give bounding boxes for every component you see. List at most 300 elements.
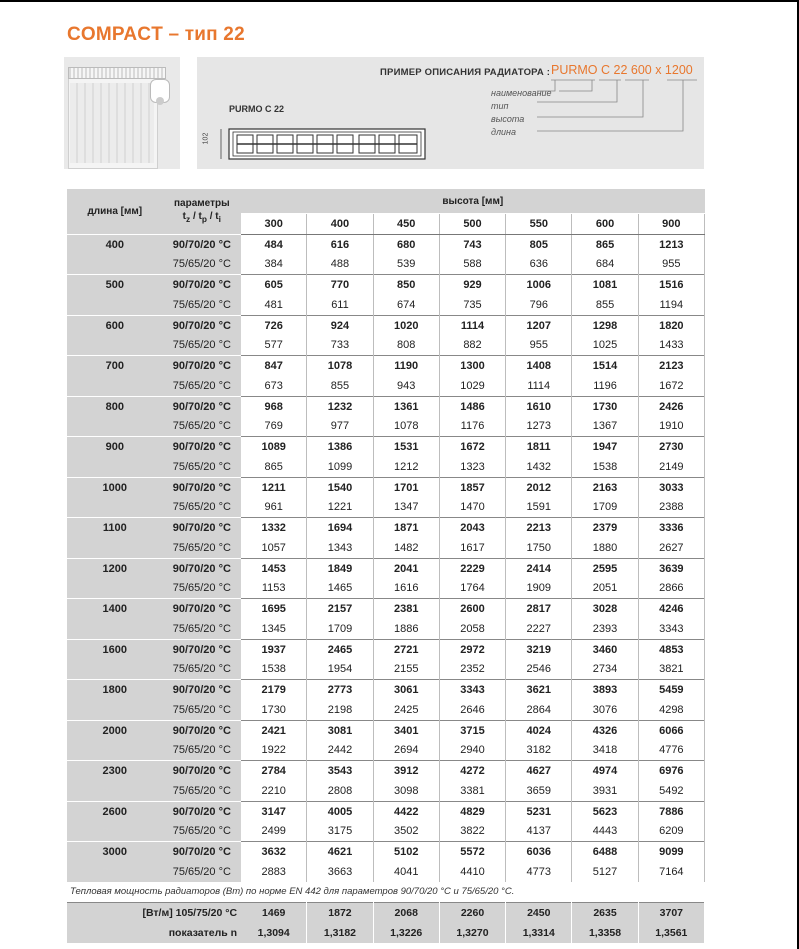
value-cell: 3175 [307, 822, 373, 842]
value-cell: 616 [307, 234, 373, 254]
footer-n-value: 1,3314 [506, 923, 572, 943]
length-cell: 1400 [67, 599, 163, 640]
value-cell: 4974 [572, 761, 638, 781]
value-cell: 1591 [506, 498, 572, 518]
param-cell: 90/70/20 °C [163, 234, 242, 254]
value-cell: 674 [373, 295, 439, 315]
value-cell: 1057 [241, 538, 307, 558]
value-cell: 955 [506, 336, 572, 356]
param-cell: 75/65/20 °C [163, 579, 242, 599]
value-cell: 850 [373, 275, 439, 295]
value-cell: 3061 [373, 680, 439, 700]
value-cell: 1347 [373, 498, 439, 518]
value-cell: 1078 [307, 356, 373, 376]
length-cell: 500 [67, 275, 163, 316]
value-cell: 4326 [572, 720, 638, 740]
footer-wm-value: 2260 [439, 902, 505, 923]
section-drawing [221, 129, 425, 159]
value-cell: 6488 [572, 842, 638, 862]
value-cell: 3659 [506, 781, 572, 801]
value-cell: 2734 [572, 660, 638, 680]
valve-cap [156, 97, 164, 105]
footer-n-row [67, 923, 705, 943]
param-cell: 90/70/20 °C [163, 842, 242, 862]
value-cell: 1020 [373, 315, 439, 335]
value-cell: 1433 [638, 336, 704, 356]
param-cell: 75/65/20 °C [163, 457, 242, 477]
length-cell: 1800 [67, 680, 163, 721]
value-cell: 5231 [506, 801, 572, 821]
value-cell: 1367 [572, 417, 638, 437]
param-cell: 75/65/20 °C [163, 255, 242, 275]
param-cell: 75/65/20 °C [163, 619, 242, 639]
radiator-ribs [70, 83, 154, 163]
height-600: 600 [572, 214, 638, 235]
param-cell: 90/70/20 °C [163, 801, 242, 821]
header-height: высота [мм] [241, 189, 704, 214]
value-cell: 2043 [439, 518, 505, 538]
param-cell: 75/65/20 °C [163, 538, 242, 558]
value-cell: 1849 [307, 558, 373, 578]
param-cell: 90/70/20 °C [163, 477, 242, 497]
value-cell: 539 [373, 255, 439, 275]
value-cell: 1213 [638, 234, 704, 254]
param-cell: 90/70/20 °C [163, 761, 242, 781]
leader-length [537, 80, 683, 131]
length-cell: 1000 [67, 477, 163, 518]
length-cell: 1100 [67, 518, 163, 559]
value-cell: 577 [241, 336, 307, 356]
param-cell: 90/70/20 °C [163, 315, 242, 335]
param-cell: 90/70/20 °C [163, 680, 242, 700]
value-cell: 3621 [506, 680, 572, 700]
value-cell: 1695 [241, 599, 307, 619]
model-label: PURMO C 22 [229, 104, 285, 114]
value-cell: 4621 [307, 842, 373, 862]
footer-n-value: 1,3358 [572, 923, 638, 943]
leader-name-cap [559, 80, 592, 91]
power-table [67, 189, 705, 943]
value-cell: 2393 [572, 619, 638, 639]
example-label: ПРИМЕР ОПИСАНИЯ РАДИАТОРА : [380, 67, 551, 78]
height-500: 500 [439, 214, 505, 235]
table-row [67, 680, 705, 700]
value-cell: 3076 [572, 700, 638, 720]
value-cell: 2721 [373, 639, 439, 659]
value-cell: 1006 [506, 275, 572, 295]
length-cell: 600 [67, 315, 163, 356]
param-cell: 90/70/20 °C [163, 720, 242, 740]
value-cell: 1099 [307, 457, 373, 477]
value-cell: 3028 [572, 599, 638, 619]
param-cell: 90/70/20 °C [163, 639, 242, 659]
value-cell: 611 [307, 295, 373, 315]
value-cell: 1486 [439, 396, 505, 416]
table-row [67, 822, 705, 842]
table-row [67, 457, 705, 477]
length-cell: 1600 [67, 639, 163, 680]
value-cell: 1089 [241, 437, 307, 457]
table-row [67, 295, 705, 315]
value-cell: 1538 [572, 457, 638, 477]
length-cell: 2300 [67, 761, 163, 802]
value-cell: 1029 [439, 376, 505, 396]
value-cell: 3893 [572, 680, 638, 700]
value-cell: 2595 [572, 558, 638, 578]
value-cell: 847 [241, 356, 307, 376]
value-cell: 1701 [373, 477, 439, 497]
value-cell: 3821 [638, 660, 704, 680]
footer-n-value: 1,3270 [439, 923, 505, 943]
value-cell: 2864 [506, 700, 572, 720]
param-cell: 90/70/20 °C [163, 599, 242, 619]
leader-height [537, 80, 643, 117]
value-cell: 1386 [307, 437, 373, 457]
table-row [67, 275, 705, 295]
value-cell: 1516 [638, 275, 704, 295]
value-cell: 2012 [506, 477, 572, 497]
value-cell: 1730 [572, 396, 638, 416]
value-cell: 5572 [439, 842, 505, 862]
value-cell: 684 [572, 255, 638, 275]
legend-type: тип [491, 101, 509, 111]
length-cell: 400 [67, 234, 163, 275]
value-cell: 2465 [307, 639, 373, 659]
header-length: длина [мм] [67, 189, 163, 234]
param-cell: 90/70/20 °C [163, 396, 242, 416]
length-cell: 2000 [67, 720, 163, 761]
footer-n-value: 1,3226 [373, 923, 439, 943]
value-cell: 1610 [506, 396, 572, 416]
footer-wm-row [67, 902, 705, 923]
height-450: 450 [373, 214, 439, 235]
value-cell: 855 [307, 376, 373, 396]
value-cell: 1298 [572, 315, 638, 335]
value-cell: 3912 [373, 761, 439, 781]
value-cell: 2866 [638, 579, 704, 599]
value-cell: 2381 [373, 599, 439, 619]
value-cell: 1470 [439, 498, 505, 518]
value-cell: 2163 [572, 477, 638, 497]
value-cell: 588 [439, 255, 505, 275]
value-cell: 1482 [373, 538, 439, 558]
table-row [67, 356, 705, 376]
page-title: COMPACT – тип 22 [67, 24, 245, 45]
value-cell: 1694 [307, 518, 373, 538]
value-cell: 1176 [439, 417, 505, 437]
value-cell: 3663 [307, 862, 373, 882]
value-cell: 5127 [572, 862, 638, 882]
value-cell: 3543 [307, 761, 373, 781]
table-row [67, 660, 705, 680]
table-row [67, 498, 705, 518]
value-cell: 2213 [506, 518, 572, 538]
example-panel [197, 57, 704, 169]
length-cell: 700 [67, 356, 163, 397]
param-cell: 75/65/20 °C [163, 498, 242, 518]
value-cell: 1909 [506, 579, 572, 599]
example-value: PURMO C 22 600 x 1200 [551, 63, 693, 77]
table-row [67, 558, 705, 578]
table-row [67, 255, 705, 275]
value-cell: 2499 [241, 822, 307, 842]
value-cell: 3098 [373, 781, 439, 801]
value-cell: 955 [638, 255, 704, 275]
value-cell: 929 [439, 275, 505, 295]
param-cell: 75/65/20 °C [163, 376, 242, 396]
value-cell: 1408 [506, 356, 572, 376]
table-row [67, 842, 705, 862]
value-cell: 805 [506, 234, 572, 254]
height-400: 400 [307, 214, 373, 235]
param-cell: 90/70/20 °C [163, 558, 242, 578]
length-cell: 3000 [67, 842, 163, 882]
value-cell: 770 [307, 275, 373, 295]
value-cell: 1764 [439, 579, 505, 599]
value-cell: 2155 [373, 660, 439, 680]
value-cell: 1194 [638, 295, 704, 315]
value-cell: 1947 [572, 437, 638, 457]
value-cell: 2442 [307, 741, 373, 761]
value-cell: 865 [572, 234, 638, 254]
value-cell: 2784 [241, 761, 307, 781]
value-cell: 2426 [638, 396, 704, 416]
value-cell: 7886 [638, 801, 704, 821]
value-cell: 4829 [439, 801, 505, 821]
value-cell: 1432 [506, 457, 572, 477]
value-cell: 3081 [307, 720, 373, 740]
radiator-grill [68, 67, 166, 79]
footer-wm-value: 3707 [638, 902, 704, 923]
value-cell: 865 [241, 457, 307, 477]
param-cell: 75/65/20 °C [163, 336, 242, 356]
param-cell: 75/65/20 °C [163, 781, 242, 801]
value-cell: 5459 [638, 680, 704, 700]
value-cell: 1616 [373, 579, 439, 599]
param-cell: 90/70/20 °C [163, 356, 242, 376]
value-cell: 3147 [241, 801, 307, 821]
note-row [67, 882, 705, 903]
value-cell: 3343 [638, 619, 704, 639]
legend-height: высота [491, 114, 525, 124]
value-cell: 961 [241, 498, 307, 518]
value-cell: 882 [439, 336, 505, 356]
value-cell: 2730 [638, 437, 704, 457]
footer-wm-label: [Вт/м] 105/75/20 °C [67, 902, 241, 923]
param-cell: 75/65/20 °C [163, 660, 242, 680]
footer-wm-value: 1872 [307, 902, 373, 923]
value-cell: 2388 [638, 498, 704, 518]
table-row [67, 599, 705, 619]
table-row [67, 234, 705, 254]
value-cell: 968 [241, 396, 307, 416]
value-cell: 1232 [307, 396, 373, 416]
value-cell: 4853 [638, 639, 704, 659]
value-cell: 796 [506, 295, 572, 315]
length-cell: 900 [67, 437, 163, 478]
value-cell: 1323 [439, 457, 505, 477]
value-cell: 2157 [307, 599, 373, 619]
value-cell: 2041 [373, 558, 439, 578]
value-cell: 4005 [307, 801, 373, 821]
value-cell: 924 [307, 315, 373, 335]
table-row [67, 639, 705, 659]
table-row [67, 720, 705, 740]
section-dimension: 102 [202, 132, 210, 145]
value-cell: 2694 [373, 741, 439, 761]
table-row [67, 477, 705, 497]
value-cell: 4773 [506, 862, 572, 882]
footer-n-value: 1,3094 [241, 923, 307, 943]
value-cell: 1672 [439, 437, 505, 457]
value-cell: 2179 [241, 680, 307, 700]
value-cell: 3381 [439, 781, 505, 801]
value-cell: 1196 [572, 376, 638, 396]
value-cell: 3632 [241, 842, 307, 862]
value-cell: 2808 [307, 781, 373, 801]
table-row [67, 700, 705, 720]
table-row [67, 336, 705, 356]
value-cell: 1212 [373, 457, 439, 477]
table-row [67, 538, 705, 558]
value-cell: 3343 [439, 680, 505, 700]
table-row [67, 761, 705, 781]
value-cell: 1910 [638, 417, 704, 437]
value-cell: 1153 [241, 579, 307, 599]
value-cell: 1538 [241, 660, 307, 680]
value-cell: 2627 [638, 538, 704, 558]
value-cell: 3219 [506, 639, 572, 659]
value-cell: 2352 [439, 660, 505, 680]
value-cell: 2123 [638, 356, 704, 376]
value-cell: 9099 [638, 842, 704, 862]
legend-name: наименование [491, 88, 552, 98]
param-cell: 90/70/20 °C [163, 518, 242, 538]
value-cell: 4422 [373, 801, 439, 821]
value-cell: 4443 [572, 822, 638, 842]
header-params-line2: $t_z / t_p / t_i$ [182, 210, 221, 224]
value-cell: 3822 [439, 822, 505, 842]
value-cell: 4024 [506, 720, 572, 740]
value-cell: 1190 [373, 356, 439, 376]
value-cell: 6209 [638, 822, 704, 842]
value-cell: 6066 [638, 720, 704, 740]
param-cell: 90/70/20 °C [163, 437, 242, 457]
value-cell: 4041 [373, 862, 439, 882]
value-cell: 3715 [439, 720, 505, 740]
param-cell: 90/70/20 °C [163, 275, 242, 295]
param-cell: 75/65/20 °C [163, 862, 242, 882]
value-cell: 673 [241, 376, 307, 396]
param-cell: 75/65/20 °C [163, 700, 242, 720]
value-cell: 605 [241, 275, 307, 295]
value-cell: 1531 [373, 437, 439, 457]
value-cell: 733 [307, 336, 373, 356]
value-cell: 6036 [506, 842, 572, 862]
value-cell: 1300 [439, 356, 505, 376]
value-cell: 1114 [439, 315, 505, 335]
value-cell: 1672 [638, 376, 704, 396]
table-row [67, 396, 705, 416]
table-body [67, 234, 705, 882]
value-cell: 1880 [572, 538, 638, 558]
table-note: Тепловая мощность радиаторов (Вт) по норме EN 442 для параметров 90/70/20 °C и 75/65/20 °C. [67, 882, 705, 903]
height-900: 900 [638, 214, 704, 235]
value-cell: 1211 [241, 477, 307, 497]
value-cell: 636 [506, 255, 572, 275]
param-cell: 75/65/20 °C [163, 822, 242, 842]
value-cell: 7164 [638, 862, 704, 882]
footer-wm-value: 2635 [572, 902, 638, 923]
value-cell: 2051 [572, 579, 638, 599]
value-cell: 735 [439, 295, 505, 315]
value-cell: 1709 [307, 619, 373, 639]
value-cell: 2414 [506, 558, 572, 578]
value-cell: 5492 [638, 781, 704, 801]
table-row [67, 862, 705, 882]
value-cell: 2379 [572, 518, 638, 538]
value-cell: 3931 [572, 781, 638, 801]
value-cell: 1078 [373, 417, 439, 437]
value-cell: 2198 [307, 700, 373, 720]
value-cell: 1730 [241, 700, 307, 720]
length-cell: 1200 [67, 558, 163, 599]
value-cell: 3418 [572, 741, 638, 761]
value-cell: 1954 [307, 660, 373, 680]
value-cell: 943 [373, 376, 439, 396]
table-row [67, 518, 705, 538]
value-cell: 3033 [638, 477, 704, 497]
value-cell: 4272 [439, 761, 505, 781]
radiator-photo [64, 57, 180, 169]
value-cell: 1922 [241, 741, 307, 761]
value-cell: 1750 [506, 538, 572, 558]
value-cell: 2425 [373, 700, 439, 720]
value-cell: 1820 [638, 315, 704, 335]
param-cell: 75/65/20 °C [163, 741, 242, 761]
table-row [67, 579, 705, 599]
value-cell: 769 [241, 417, 307, 437]
footer-n-value: 1,3561 [638, 923, 704, 943]
header-params-line1: параметры [173, 197, 230, 209]
value-cell: 2546 [506, 660, 572, 680]
value-cell: 1207 [506, 315, 572, 335]
footer-n-value: 1,3182 [307, 923, 373, 943]
value-cell: 2972 [439, 639, 505, 659]
value-cell: 2210 [241, 781, 307, 801]
value-cell: 2421 [241, 720, 307, 740]
value-cell: 5623 [572, 801, 638, 821]
value-cell: 481 [241, 295, 307, 315]
table-row [67, 801, 705, 821]
table-row [67, 315, 705, 335]
value-cell: 3336 [638, 518, 704, 538]
header-params [163, 189, 242, 234]
page-edge-top [0, 0, 799, 2]
value-cell: 4298 [638, 700, 704, 720]
footer-n-label: показатель n [67, 923, 241, 943]
value-cell: 2817 [506, 599, 572, 619]
param-cell: 75/65/20 °C [163, 417, 242, 437]
footer-wm-value: 2068 [373, 902, 439, 923]
value-cell: 1453 [241, 558, 307, 578]
value-cell: 1273 [506, 417, 572, 437]
value-cell: 1081 [572, 275, 638, 295]
value-cell: 1617 [439, 538, 505, 558]
value-cell: 855 [572, 295, 638, 315]
table-row [67, 619, 705, 639]
value-cell: 2883 [241, 862, 307, 882]
